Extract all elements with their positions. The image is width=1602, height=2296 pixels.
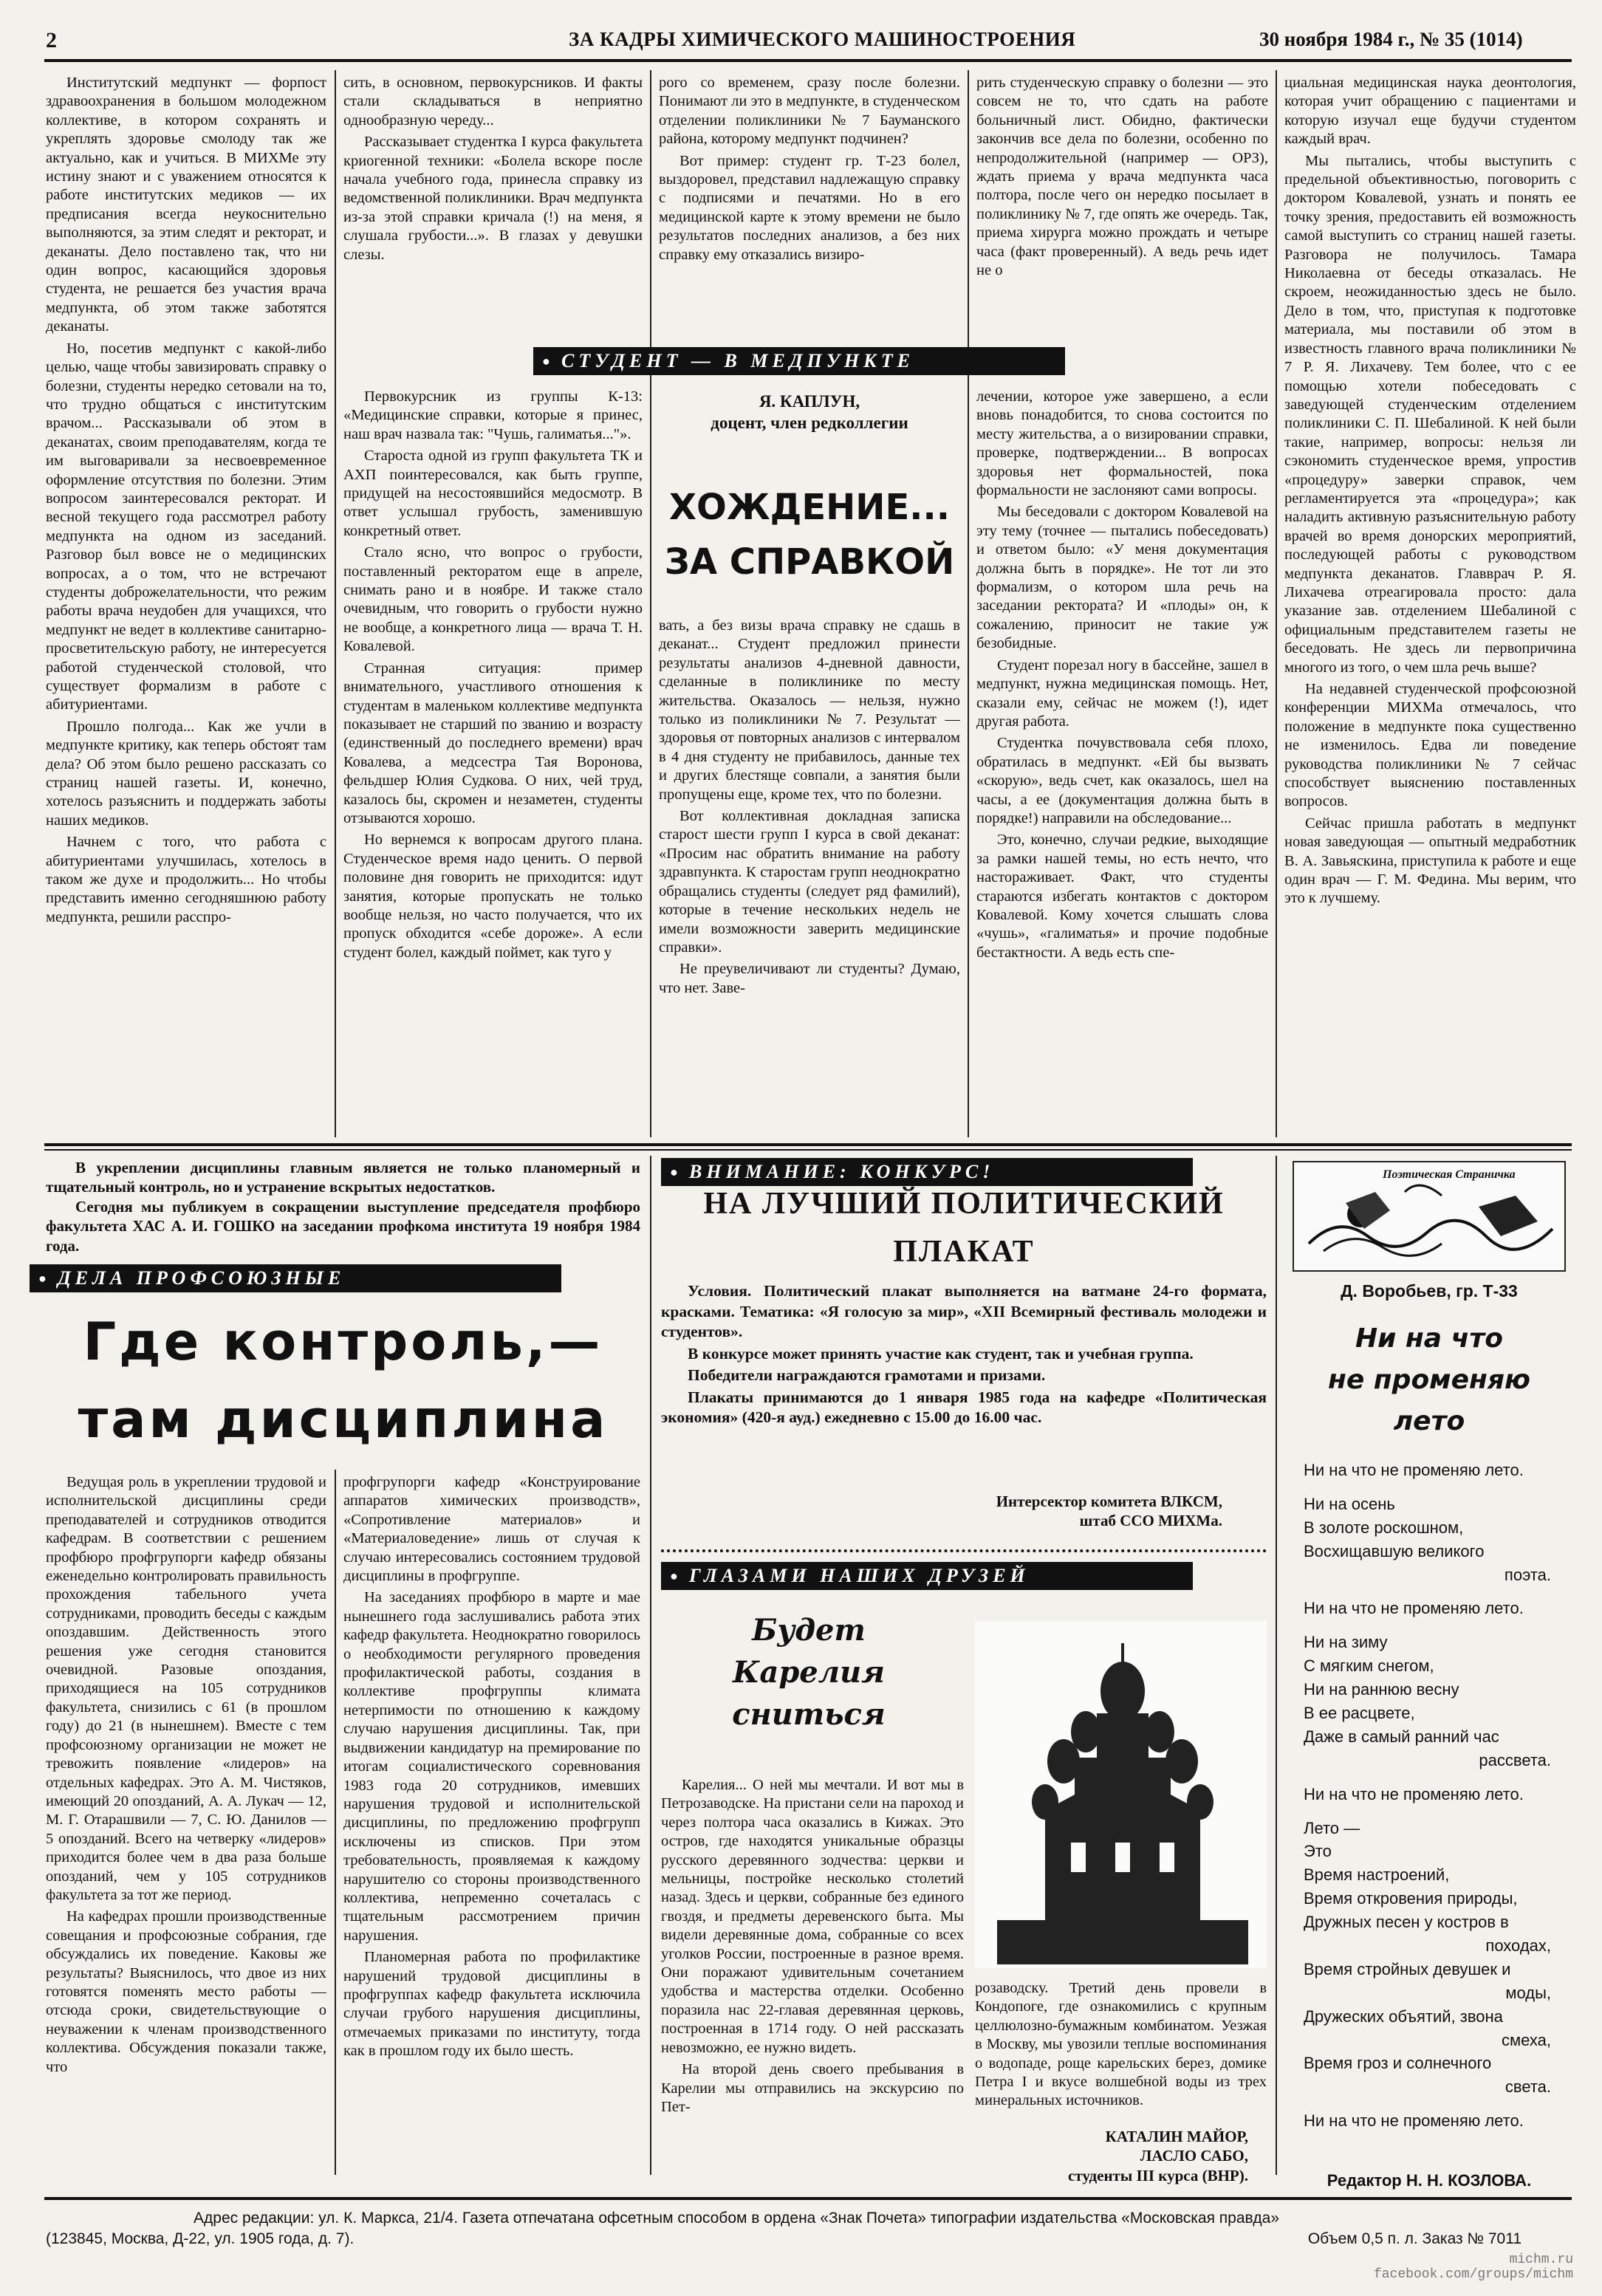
paragraph: На кафедрах прошли производственные совещания и профсоюзные собрания, где обсуждались их поведение. Каковы же результаты? Выяснилось, что двое из них готовятся поменять место работы — отсюда сроки, свидетельствующие о неуважении к членам производственного коллектива. Обсуждения показали также, что (46, 1908, 326, 2075)
poem-line: Ни на раннюю весну (1304, 1680, 1459, 1699)
paragraph: Не преувеличивают ли студенты? Думаю, что нет. Заве- (659, 961, 960, 996)
article-column (659, 74, 960, 340)
poem-line: Время откровения природы, (1304, 1889, 1518, 1908)
page-number: 2 (46, 28, 57, 52)
article-column (343, 388, 643, 1137)
friends-signature (975, 2127, 1248, 2185)
paragraph: Ведущая роль в укреплении трудовой и исполнительской дисциплины среди преподавателей и сотрудников отводится кафедрам. В соответствии с решением профбюро профгрупорги кафедр обязаны еженедельно контролировать правильность прохождения табельного учета сотрудниками, проводить беседы с каждым опоздавшим. Действенность этого решения уже сегодня становится очевидной. Разовые опоздания, приходящиеся на 105 сотрудников факультета, снизились с 61 (в прошлом году) до 21 (в нынешнем). Вместе с тем профсоюзному организации не может не тревожить появление «лидеров» на отдельных кафедрах. Это А. М. Чистяков, имеющий 20 опозданий, А. А. Лукач — 12, М. Г. Отарашвили — 7, С. Ю. Данилов — 5 опозданий. Всего на четверку «лидеров» приходится более чем в два раза больше опозданий, чем у 105 сотрудников факультета за тот же период. (46, 1474, 326, 1903)
poem-line: Время настроений, (1304, 1865, 1450, 1885)
poem-line: Время стройных девушек и (1304, 1959, 1511, 1978)
paragraph: рить студенческую справку о болезни — это совсем не то, что сдать на работе больничный лист. Обидно, фактически закончив все дела по болезни, особенно по непродолжительной (например — ОРЗ), ждать приема у врача медпункта часа полтора, после чего он нередко посылает в поликлинику № 7, где опять же очередь. Так, приема хирурга можно прождать и четыре часа (факт проверенный). А ведь речь идет не о (976, 75, 1268, 279)
poem-title-line: Ни на что (1355, 1323, 1503, 1354)
signature-line: ЛАСЛО САБО, (1140, 2147, 1248, 2165)
paragraph: Мы беседовали с доктором Ковалевой на эту тему (точнее — пытались побеседовать) и ответом было: «У меня документация должна быть в порядке». Не тот ли это формализм, о котором шла речь на заседании ректората? И «плоды» он, к сожалению, приносит не такие уж безобидные. (976, 504, 1268, 652)
paragraph: На второй день своего пребывания в Карелии мы отправились на экскурсию по Пет- (661, 2061, 964, 2115)
poem-line: Ни на что не променяю лето. (1304, 1784, 1524, 1803)
signature-line: Интерсектор комитета ВЛКСМ, (996, 1493, 1222, 1510)
paragraph: Победители награждаются грамотами и призами. (688, 1366, 1046, 1385)
article-column (343, 1473, 640, 2175)
column-divider (968, 70, 969, 1137)
poem-line: рассвета. (1479, 1750, 1551, 1769)
poem-line: В золоте роскошном, (1304, 1518, 1464, 1537)
lead-paragraph: Сегодня мы публикуем в сокращении выступление председателя профбюро факультета ХАС А. И. ГОШКО на заседании профкома института 19 ноября 1984 года. (46, 1197, 640, 1255)
section-rubric (661, 1562, 1193, 1590)
paragraph: Но, посетив медпункт с какой-либо целью, чаще чтобы завизировать справку о болезни, студенты нередко сетовали на то, что трудно общаться с институтским врачом... Рассказывали об этом в деканатах, своим преподавателям, когда те им выговаривали за несвоевременное оформление отсутствия по болезни. Этим вопросом заинтересовался ректорат. И весной текущего года рассмотрел работу медпункта на одном из заседаний. Разговор был вовсе не о медицинских вопросах, а о том, что не встречают студенты доброжелательности, что режим работы врача неудобен для учащихся, что медпункт не ведет в коллективе санитарно-просветительскую работу, не интересуется работой студенческой столовой, что существует формализм в работе с абитуриентами. (46, 340, 326, 713)
paragraph: На заседаниях профбюро в марте и мае нынешнего года заслушивались работа этих кафедр факультета. Неоднократно говорилось о необходимости регулярного проведения профилактической работы, создания в коллективе профгруппы климата нетерпимости по отношению к каждому случаю нарушения дисциплины. Так, при выдвижении кандидатур на премирование по итогам социалистического соревнования 1983 года 20 сотрудников, имевших нарушения трудовой и исполнительской дисциплины, по предложению профгрупп исключены из списков. При этом требовательность, проявляемая к каждому нарушителю со стороны производственного коллектива, непременно сочеталась с тщательным рассмотрением причин нарушения. (343, 1589, 640, 1944)
poem-title-line: лето (1393, 1405, 1465, 1436)
poem-line: Ни на осень (1304, 1494, 1395, 1513)
poem-line: Ни на зиму (1304, 1633, 1388, 1652)
paragraph: Вот пример: студент гр. Т-23 болел, выздоровел, представил надлежащую справку с подписями и печатями. Но в его медицинской карте к этому времени не было результатов последних анализов, а без них справку ему отказались визиро- (659, 152, 960, 263)
paragraph: циальная медицинская наука деонтология, которая учит обращению с пациентами и которую изучал еще будучи студентом каждый врач. (1284, 75, 1576, 148)
poem-line: Дружеских объятий, звона (1304, 2007, 1503, 2026)
poem-body (1304, 1459, 1566, 2133)
headline-line: Где контроль,— (83, 1312, 603, 1372)
poem-title (1293, 1318, 1566, 1442)
article-column (46, 74, 326, 1137)
article-column (1284, 74, 1576, 1137)
paragraph: Это, конечно, случаи редкие, выходящие за рамки нашей темы, но есть нечто, что настораживает. Факт, что студенты стараются избегать контактов с доктором Ковалевой. Кому хочется слышать слова «чушь», «галиматья» и прочие подобные бестактности. А ведь есть спе- (976, 832, 1268, 961)
paragraph: розаводску. Третий день провели в Кондопоге, где ознакомились с крупным целлюлозно-бумажным комбинатом. Уезжая в Москву, мы увозили теплые воспоминания о водопаде, роще карельских берез, домике Петра I и вкусе волшебной воды из трех минеральных источников. (975, 1980, 1267, 2109)
article-column (343, 74, 643, 340)
paragraph: Условия. Политический плакат выполняется на ватмане 24-го формата, красками. Тематика: «Я голосую за мир», «XII Всемирный фестиваль молодежи и студентов». (661, 1282, 1267, 1341)
poem-line: Время гроз и солнечного (1304, 2054, 1492, 2073)
section-rule (44, 1149, 1572, 1151)
rubric-text: СТУДЕНТ — В МЕДПУНКТЕ (561, 350, 914, 371)
article-column (976, 388, 1268, 1137)
article-column (661, 1776, 964, 2175)
poem-title-line: не променяю (1327, 1364, 1531, 1395)
poem-line: Восхищавшую великого (1304, 1541, 1485, 1560)
paragraph: профгрупорги кафедр «Конструирование аппаратов химических производств», «Сопротивление материалов» и «Материаловедение» лишь от случая к случаю интересовались состоянием трудовой дисциплины в профгруппе. (343, 1474, 640, 1585)
headline-line: Будет (752, 1613, 866, 1648)
header-rule (44, 59, 1572, 62)
source-link: michm.ru (1509, 2252, 1573, 2267)
paragraph: В конкурсе может принять участие как студент, так и учебная группа. (688, 1344, 1194, 1363)
paragraph: лечении, которое уже завершено, а если вновь понадобится, то снова состоится по месту жительства, а о визировании справки, проверке, подтверждении... В вопросах здоровья нет формальностей, пока формальности не заслоняют сами вопросы. (976, 388, 1268, 499)
headline-line: ЗА СПРАВКОЙ (664, 541, 955, 583)
section-rubric (30, 1264, 561, 1292)
source-links (1256, 2252, 1573, 2282)
author-name: Я. КАПЛУН, (759, 392, 860, 411)
headline-line: ХОЖДЕНИЕ... (669, 487, 950, 528)
rubric-text: ДЕЛА ПРОФСОЮЗНЫЕ (58, 1267, 346, 1289)
headline-line: там дисциплина (78, 1389, 609, 1450)
headline (661, 1610, 956, 1735)
poem-line: С мягким снегом, (1304, 1656, 1434, 1676)
headline-line: НА ЛУЧШИЙ ПОЛИТИЧЕСКИЙ (703, 1187, 1225, 1221)
poem-line: Ни на что не променяю лето. (1304, 2111, 1524, 2131)
poem-line: Лето — (1304, 1818, 1360, 1837)
column-divider (650, 1156, 651, 2175)
paragraph: Прошло полгода... Как же учли в медпункте критику, как теперь обстоят там дела? Об этом было решено рассказать со страниц нашей газеты. И, конечно, хотелось разъяснить и поддержать заботы наших медиков. (46, 718, 326, 829)
paragraph: Сейчас пришла работать в медпункт новая заведующая — опытный медработник В. А. Завьяскина, приступила к работе и еще один врач — Г. М. Федина. Мы верим, что это к лучшему. (1284, 815, 1576, 907)
section-rule (44, 1143, 1572, 1146)
poetry-banner-illustration (1293, 1161, 1566, 1272)
signature-line: КАТАЛИН МАЙОР, (1105, 2128, 1248, 2145)
poem-line: света. (1505, 2077, 1551, 2097)
paragraph: Студентка почувствовала себя плохо, обратилась в медпункт. «Ей бы вызвать «скорую», ведь счет, как оказалось, шел на часы, а ее (документация должна быть в порядке!) направили на обследование... (976, 735, 1268, 826)
headline-line: Карелия (733, 1654, 885, 1690)
signature-line: студенты III курса (ВНР). (1067, 2166, 1248, 2184)
column-divider (335, 70, 336, 1137)
imprint-address: (123845, Москва, Д-22, ул. 1905 года, д. 7). (46, 2230, 355, 2248)
poem-line: В ее расцвете, (1304, 1704, 1415, 1723)
source-link: facebook.com/groups/michm (1373, 2267, 1573, 2282)
kizhi-church-photo (975, 1621, 1267, 1968)
paragraph: Рассказывает студентка I курса факультета криогенной техники: «Болела вскоре после начала учебного года, принесла справку из ведомственной поликлиники. Врач медпункта из-за этой справки кричала (!) на меня, я слушала грубости...». В глазах у девушки слезы. (343, 134, 643, 263)
contest-text (661, 1281, 1267, 1430)
paragraph: Карелия... О ней мы мечтали. И вот мы в Петрозаводске. На пристани сели на пароход и через полтора часа оказались в Кижах. Это остров, где находятся уникальные образцы русского деревянного зодчества: церкви и мельницы, постройке несколько столетий назад. Здесь и церкви, собранные без единого гвоздя, и предметы деревенского быта. Мы видели деревянные дома, собранные со всех уголков России, построенные в разное время. Они поражают удивительным сочетанием удобства и мастерства отделки. Особенно поразила нас 22-главая деревянная церковь, построенная в 1714 году. О ней рассказать невозможно, ее нужно видеть. (661, 1777, 964, 2056)
article-column (975, 1979, 1267, 2112)
imprint-address: Адрес редакции: ул. К. Маркса, 21/4. Газета отпечатана офсетным способом в ордена «Знак Почета» типографии издательства «Московская правда» (194, 2210, 1280, 2227)
byline (659, 391, 960, 434)
poem-line: Ни на что не променяю лето. (1304, 1461, 1524, 1479)
author-position: доцент, член редколлегии (711, 413, 908, 432)
rubric-text: ВНИМАНИЕ: КОНКУРС! (689, 1161, 995, 1182)
paragraph: На недавней студенческой профсоюзной конференции МИХМа отмечалось, что положение в медпункте пока существенно не изменилось. Едва ли поведение руководства поликлиники № 7 сейчас способствует выяснению поставленных вопросов. (1284, 681, 1576, 810)
poem-line: смеха, (1502, 2030, 1551, 2049)
poem-line: Это (1304, 1842, 1332, 1861)
paragraph: сить, в основном, первокурсников. И факты стали складываться в неприятно однообразную череду... (343, 75, 643, 128)
masthead: ЗА КАДРЫ ХИМИЧЕСКОГО МАШИНОСТРОЕНИЯ (569, 28, 1076, 50)
column-divider (650, 70, 651, 1137)
church-icon (975, 1621, 1267, 1968)
signature-line: штаб ССО МИХМа. (1079, 1512, 1222, 1530)
paragraph: Староста одной из групп факультета ТК и АХП поинтересовался, как быть группе, придущей на несостоявшийся медосмотр. В ответ услышал грубость, заменившую конкретный ответ. (343, 448, 643, 539)
section-divider (661, 1549, 1267, 1552)
headline (661, 1180, 1267, 1276)
poem-line: Даже в самый ранний час (1304, 1727, 1499, 1746)
paragraph: Планомерная работа по профилактике нарушений трудовой дисциплины в профгруппах кафедр факультета исключила случаи грубого нарушения дисциплины, отмечаемых приказами по институту, тогда как в прошлом году их было шесть. (343, 1949, 640, 2060)
footer-rule (44, 2197, 1572, 2200)
paragraph: Мы пытались, чтобы выступить с предельной объективностью, поговорить с доктором Ковалевой, узнать и понять ее точку зрения, предоставить ей возможность самой выступить со страниц нашей газеты. Разговора не получилось. Тамара Николаевна от беседы отказалась. Не скроем, неожиданностью здесь не было. Дело в том, что, приступая к подготовке материала, мы поставили об этом в известность главного врача поликлиники № 7 Р. Я. Лихачеву. Тем более, что с ее помощью хотели побеседовать с заведующей студенческим отделением поликлиники С. П. Шебалиной. К ней были такие, например, вопросы: нельзя ли сэкономить студенческое время, упростив «процедуру» заверки справок, чем регламентируется эта «процедура»; как наладить активную разъяснительную работу врачей во время донорских мероприятий, последующей работы с руководством медпункта деканатов. Главврач Р. Я. Лихачева отреагировала просто: дала указание зав. отделением Шебалиной с официальным представителем газеты не беседовать. Не здесь ли первопричина многого из того, о чем шла речь выше? (1284, 152, 1576, 676)
article-column (659, 617, 960, 1137)
rubric-text: ГЛАЗАМИ НАШИХ ДРУЗЕЙ (689, 1565, 1030, 1586)
column-divider (335, 1470, 336, 2175)
poem-line: Ни на что не променяю лето. (1304, 1599, 1524, 1618)
poem-line: Дружных песен у костров в (1304, 1913, 1509, 1932)
headline-line: сниться (732, 1696, 886, 1732)
headline-line: ПЛАКАТ (893, 1235, 1035, 1269)
column-divider (1276, 70, 1277, 1137)
paragraph: Вот коллективная докладная записка старост шести групп I курса в свой деканат: «Просим нас обратить внимание на работу здравпункта. К старостам групп неоднократно обращались студенты (следует ряд фамилий), которые в течение нескольких недель не имели возможности заверить медицинские справки». (659, 808, 960, 956)
paragraph: рого со временем, сразу после болезни. Понимают ли это в медпункте, в студенческом отделении поликлиники № 7 Бауманского района, которому медпункт подчинен? (659, 75, 960, 148)
imprint-volume: Объем 0,5 п. л. Заказ № 7011 (1307, 2230, 1521, 2247)
poetry-banner-title: Поэтическая Страничка (1383, 1168, 1516, 1181)
paragraph: Плакаты принимаются до 1 января 1985 года на кафедре «Политическая экономия» (420-я ауд.) ежедневно с 15.00 до 16.00 час. (661, 1388, 1267, 1427)
lead-paragraph: В укреплении дисциплины главным является не только планомерный и тщательный контроль, но и устранение вскрытых недостатков. (46, 1159, 640, 1196)
paragraph: Стало ясно, что вопрос о грубости, поставленный ректоратом еще в апреле, снимать рано и в ноябре. И также стало очевидным, что говорить о грубости нужно не вообще, а конкретного лица — врача Т. Н. Ковалевой. (343, 544, 643, 655)
poem-line: моды, (1505, 1983, 1551, 2002)
poem-line: поэта. (1504, 1565, 1551, 1584)
paragraph: вать, а без визы врача справку не сдашь в деканат... Студент предложил принести результаты анализов 4-дневной давности, сделанные в поликлинике по месту жительства. Оказалось — нельзя, нужно только из поликлиники № 7. Результат — здоровья от повторных анализов с интервалом в 4 дня студенту не прибавилось, данные тех и других блестяще совпали, а занятия были пропущены еще, кроме тех, что по болезни. (659, 617, 960, 803)
poem-author: Д. Воробьев, гр. Т-33 (1341, 1281, 1518, 1301)
paragraph: Но вернемся к вопросам другого плана. Студенческое время надо ценить. О первой половине дня говорить не приходится: идут занятия, которые пропускать не только вообще нельзя, но часто получается, что их пропуск обходится «себе дороже». А если студент болел, каждый поймет, как туго у (343, 832, 643, 961)
article-column (46, 1473, 326, 2175)
editor-credit: Редактор Н. Н. КОЗЛОВА. (1327, 2171, 1532, 2190)
paragraph: Студент порезал ногу в бассейне, зашел в медпункт, нужна медицинская помощь. Нет, сказали ему, сейчас не можем (!), идет другая работа. (976, 657, 1268, 730)
contest-signature (661, 1492, 1222, 1531)
article-column (976, 74, 1268, 340)
poem-line: походах, (1485, 1936, 1551, 1956)
article-lead (46, 1158, 640, 1255)
paragraph: Странная ситуация: пример внимательного, участливого отношения к студентам в маленьком коллективе медпункта показывает не старший по званию и возрасту (единственный до последнего времени) врач Ковалева, а медсестра Тая Воронова, фельдшер Юлия Судкова. О них, чей труд, казалось бы, скромен и незаметен, студенты отзываются хорошо. (343, 659, 643, 826)
paragraph: Первокурсник из группы К-13: «Медицинские справки, которые я принес, наш врач назвала так: "Чушь, галиматья..."». (343, 388, 643, 442)
issue-date: 30 ноября 1984 г., № 35 (1014) (1259, 28, 1523, 50)
column-divider (1276, 1156, 1277, 2175)
paragraph: Институтский медпункт — форпост здравоохранения в большом молодежном коллективе, в котором сохранять и укреплять здоровье смолоду так же актуально, как и учиться. В МИХМе эту истину знают и с уважением относятся к работе институтских медиков — их предписания всегда неукоснительно выполняются, за этим следят и ректорат, и деканаты. Дело поставлено так, что ни один вопрос, касающийся здоровья студента, не решается без участия врача медпункта, об этом также заботятся деканаты. (46, 75, 326, 335)
paragraph: Начнем с того, что работа с абитуриентами улучшилась, хотелось в таком же духе и продолжить... Но чтобы представить именно сегодняшнюю работу медпункта, решили расспро- (46, 834, 326, 925)
headline (659, 480, 960, 590)
headline (46, 1303, 640, 1459)
section-rubric (533, 347, 1065, 375)
